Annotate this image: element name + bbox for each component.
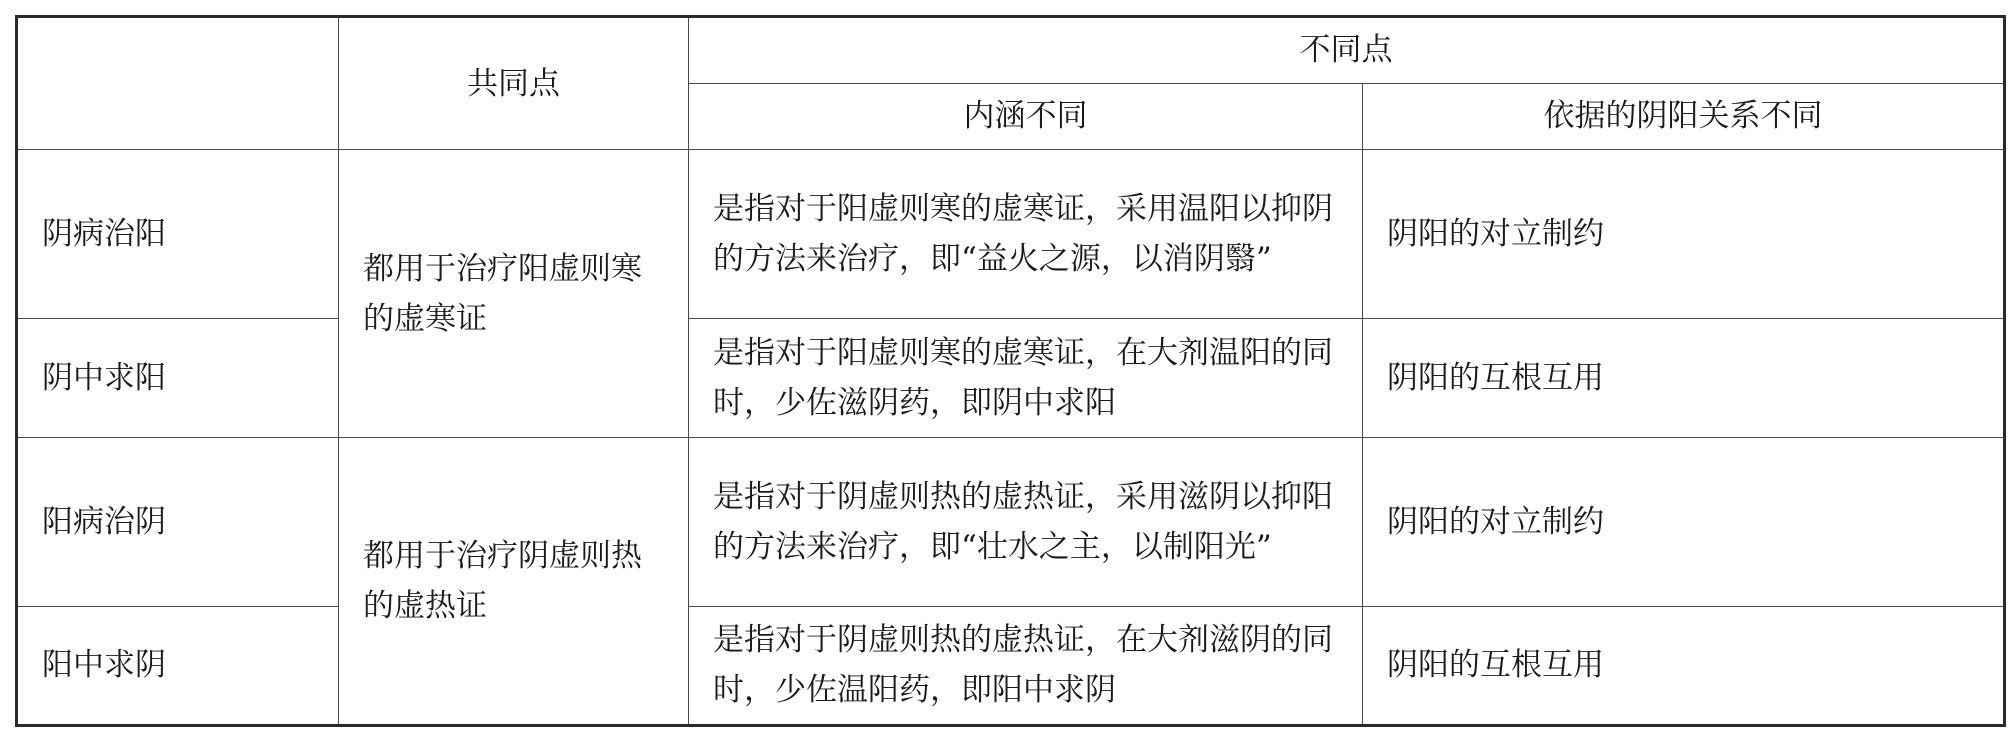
header-blank-cell (17, 17, 339, 150)
meaning-cell: 是指对于阳虚则寒的虚寒证，采用温阳以抑阴的方法来治疗，即“益火之源，以消阴翳” (689, 150, 1363, 319)
method-cell: 阴病治阳 (17, 150, 339, 319)
header-basis: 依据的阴阳关系不同 (1363, 83, 2005, 150)
basis-cell: 阴阳的对立制约 (1363, 150, 2005, 319)
table-row (17, 318, 2005, 437)
common-cell: 都用于治疗阴虚则热的虚热证 (339, 438, 689, 726)
method-cell: 阳病治阴 (17, 438, 339, 607)
header-meaning: 内涵不同 (689, 83, 1363, 150)
header-different: 不同点 (689, 17, 2005, 84)
header-common: 共同点 (339, 17, 689, 150)
method-cell: 阴中求阳 (17, 318, 339, 437)
comparison-table (15, 15, 2006, 727)
meaning-cell: 是指对于阴虚则热的虚热证，采用滋阴以抑阳的方法来治疗，即“壮水之主，以制阳光” (689, 438, 1363, 607)
table-row (17, 606, 2005, 725)
meaning-cell: 是指对于阴虚则热的虚热证，在大剂滋阴的同时，少佐温阳药，即阳中求阴 (689, 606, 1363, 725)
method-cell: 阳中求阴 (17, 606, 339, 725)
table-row (17, 150, 2005, 319)
basis-cell: 阴阳的互根互用 (1363, 318, 2005, 437)
table-row (17, 438, 2005, 607)
header-row-1 (17, 17, 2005, 84)
meaning-cell: 是指对于阳虚则寒的虚寒证，在大剂温阳的同时，少佐滋阴药，即阴中求阳 (689, 318, 1363, 437)
basis-cell: 阴阳的对立制约 (1363, 438, 2005, 607)
basis-cell: 阴阳的互根互用 (1363, 606, 2005, 725)
common-cell: 都用于治疗阳虚则寒的虚寒证 (339, 150, 689, 438)
